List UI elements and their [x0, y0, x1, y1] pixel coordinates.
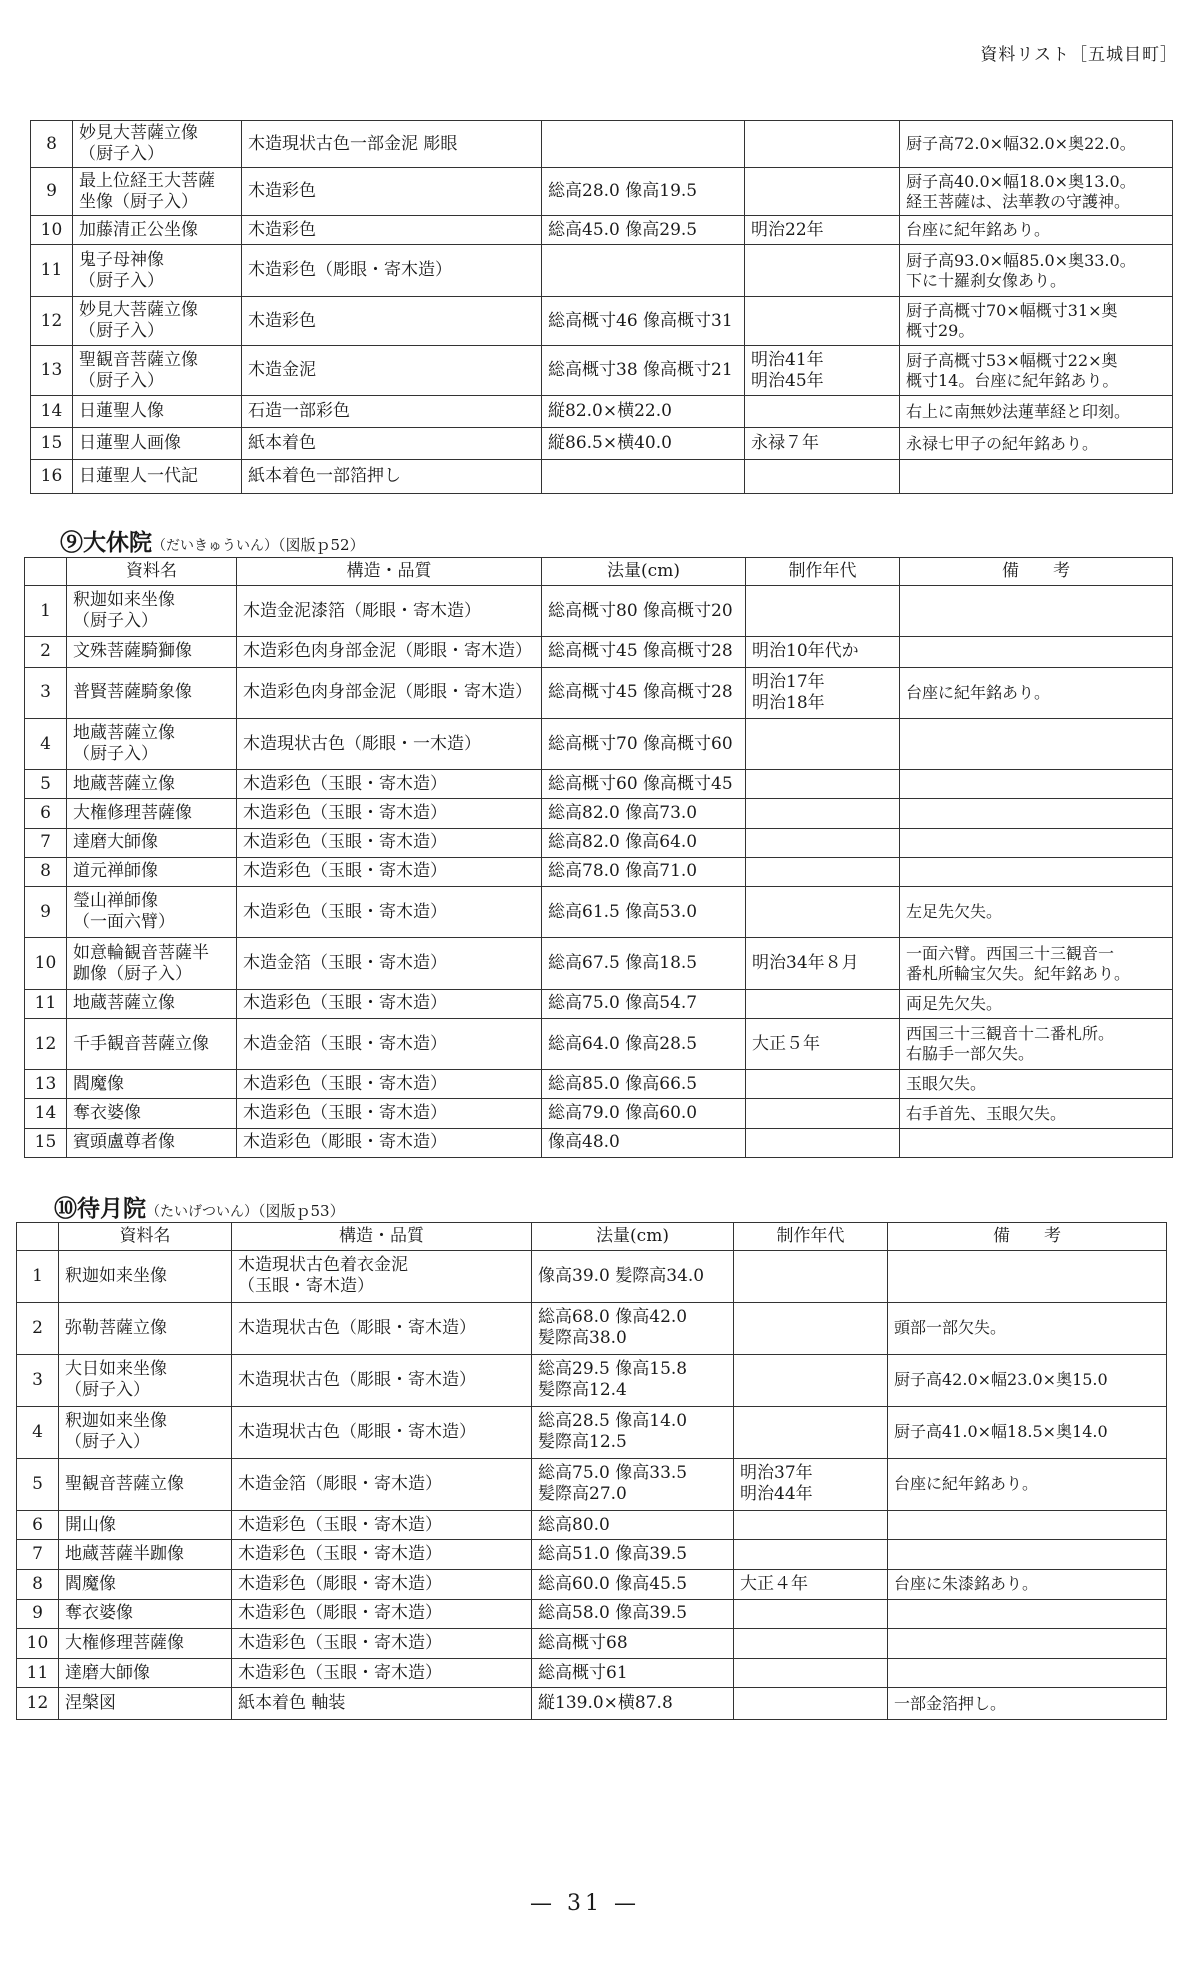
col-header-material: 構造・品質	[232, 1223, 532, 1251]
table-header-row	[17, 1223, 1167, 1251]
item-size: 総高概寸80 像高概寸20	[542, 586, 746, 637]
item-name: 如意輪観音菩薩半 跏像（厨子入）	[67, 938, 237, 989]
item-name: 聖観音菩薩立像	[59, 1458, 232, 1510]
table-row	[17, 1406, 1167, 1458]
item-note	[900, 828, 1173, 857]
item-material: 木造彩色（彫眼・寄木造）	[242, 245, 542, 297]
item-material: 木造彩色	[242, 216, 542, 245]
item-note: 厨子高42.0×幅23.0×奥15.0	[888, 1354, 1167, 1406]
item-number: 4	[17, 1406, 59, 1458]
item-material: 紙本着色 軸装	[232, 1688, 532, 1720]
item-number: 1	[17, 1251, 59, 1303]
item-number: 12	[25, 1018, 67, 1069]
item-number: 11	[17, 1658, 59, 1688]
section-name: ⑩待月院	[54, 1195, 146, 1222]
item-note: 頭部一部欠失。	[888, 1302, 1167, 1354]
item-number: 2	[17, 1302, 59, 1354]
item-note: 一部金箔押し。	[888, 1688, 1167, 1720]
table-row	[25, 586, 1173, 637]
item-note: 一面六臂。西国三十三観音一 番札所輪宝欠失。紀年銘あり。	[900, 938, 1173, 989]
item-number: 5	[17, 1458, 59, 1510]
table-row	[25, 828, 1173, 857]
item-note: 両足先欠失。	[900, 989, 1173, 1018]
item-note: 厨子高概寸70×幅概寸31×奥 概寸29。	[900, 297, 1173, 346]
item-size: 総高75.0 像高33.5 髪際高27.0	[532, 1458, 734, 1510]
item-material: 木造彩色（彫眼・寄木造）	[232, 1599, 532, 1629]
item-date	[746, 1128, 900, 1157]
item-material: 木造彩色（玉眼・寄木造）	[237, 857, 542, 886]
item-number: 15	[31, 428, 73, 460]
item-note	[900, 586, 1173, 637]
item-number: 8	[31, 121, 73, 168]
item-material: 木造金箔（玉眼・寄木造）	[237, 938, 542, 989]
item-size: 総高82.0 像高73.0	[542, 799, 746, 828]
item-note: 玉眼欠失。	[900, 1070, 1173, 1099]
table-row	[17, 1570, 1167, 1600]
item-material: 木造彩色（彫眼・寄木造）	[237, 1128, 542, 1157]
item-note: 左足先欠失。	[900, 887, 1173, 938]
item-material: 木造現状古色（彫眼・寄木造）	[232, 1406, 532, 1458]
item-material: 木造現状古色着衣金泥 （玉眼・寄木造）	[232, 1251, 532, 1303]
item-name: 弥勒菩薩立像	[59, 1302, 232, 1354]
page-number: — 31 —	[530, 1891, 640, 1916]
item-size: 総高75.0 像高54.7	[542, 989, 746, 1018]
col-header-size: 法量(cm)	[542, 558, 746, 586]
item-material: 木造彩色（玉眼・寄木造）	[237, 1070, 542, 1099]
item-size	[542, 121, 745, 168]
item-date	[734, 1354, 888, 1406]
item-name: 最上位経王大菩薩 坐像（厨子入）	[73, 168, 242, 216]
item-size: 縦86.5×横40.0	[542, 428, 745, 460]
item-size: 総高概寸38 像高概寸21	[542, 346, 745, 396]
item-material: 木造彩色肉身部金泥（彫眼・寄木造）	[237, 637, 542, 667]
item-date	[734, 1302, 888, 1354]
item-note: 厨子高40.0×幅18.0×奥13.0。 経王菩薩は、法華教の守護神。	[900, 168, 1173, 216]
item-date	[734, 1658, 888, 1688]
col-header-number	[17, 1223, 59, 1251]
item-number: 11	[25, 989, 67, 1018]
table-row	[31, 245, 1173, 297]
item-name: 地蔵菩薩立像 （厨子入）	[67, 718, 237, 769]
item-date	[734, 1540, 888, 1570]
table-row	[31, 297, 1173, 346]
table-row	[17, 1540, 1167, 1570]
item-note: 永禄七甲子の紀年銘あり。	[900, 428, 1173, 460]
item-name: 地蔵菩薩半跏像	[59, 1540, 232, 1570]
item-number: 12	[17, 1688, 59, 1720]
item-number: 9	[31, 168, 73, 216]
table-row	[31, 168, 1173, 216]
item-size: 総高67.5 像高18.5	[542, 938, 746, 989]
col-header-name: 資料名	[67, 558, 237, 586]
item-size: 総高概寸61	[532, 1658, 734, 1688]
col-header-date: 制作年代	[746, 558, 900, 586]
item-number: 7	[25, 828, 67, 857]
table-row	[31, 216, 1173, 245]
item-size: 総高79.0 像高60.0	[542, 1099, 746, 1128]
item-date	[746, 1099, 900, 1128]
table-row	[31, 428, 1173, 460]
table-row	[17, 1629, 1167, 1659]
artifact-table-body	[25, 586, 1173, 1158]
item-note	[888, 1251, 1167, 1303]
item-size: 総高45.0 像高29.5	[542, 216, 745, 245]
item-name: 千手観音菩薩立像	[67, 1018, 237, 1069]
item-date: 大正５年	[746, 1018, 900, 1069]
item-date	[745, 297, 900, 346]
item-number: 13	[25, 1070, 67, 1099]
item-note	[900, 1128, 1173, 1157]
artifact-table-taigetsuin	[16, 1222, 1167, 1720]
table-header-row	[25, 558, 1173, 586]
section-title-daikyuin	[60, 524, 365, 557]
item-size: 総高68.0 像高42.0 髪際高38.0	[532, 1302, 734, 1354]
item-name: 文殊菩薩騎獅像	[67, 637, 237, 667]
item-name: 開山像	[59, 1510, 232, 1540]
item-material: 木造金泥漆箔（彫眼・寄木造）	[237, 586, 542, 637]
table-row	[25, 799, 1173, 828]
table-row	[17, 1302, 1167, 1354]
item-number: 3	[17, 1354, 59, 1406]
item-number: 9	[25, 887, 67, 938]
item-size	[542, 460, 745, 494]
item-name: 達磨大師像	[67, 828, 237, 857]
item-note: 台座に紀年銘あり。	[900, 216, 1173, 245]
item-note	[888, 1629, 1167, 1659]
item-date	[746, 1070, 900, 1099]
item-note: 厨子高93.0×幅85.0×奥33.0。 下に十羅刹女像あり。	[900, 245, 1173, 297]
item-material: 木造彩色	[242, 297, 542, 346]
item-name: 閻魔像	[67, 1070, 237, 1099]
item-material: 木造彩色（玉眼・寄木造）	[232, 1629, 532, 1659]
item-note: 右上に南無妙法蓮華経と印刻。	[900, 396, 1173, 428]
item-size: 総高61.5 像高53.0	[542, 887, 746, 938]
item-date: 明治34年８月	[746, 938, 900, 989]
col-header-date: 制作年代	[734, 1223, 888, 1251]
item-date	[745, 121, 900, 168]
item-number: 3	[25, 667, 67, 718]
item-date	[746, 989, 900, 1018]
table-row	[25, 989, 1173, 1018]
item-material: 木造金泥	[242, 346, 542, 396]
artifact-table-body	[17, 1251, 1167, 1720]
item-note: 厨子高41.0×幅18.5×奥14.0	[888, 1406, 1167, 1458]
table-row	[25, 887, 1173, 938]
item-name: 釈迦如来坐像 （厨子入）	[67, 586, 237, 637]
item-number: 10	[17, 1629, 59, 1659]
item-size: 総高29.5 像高15.8 髪際高12.4	[532, 1354, 734, 1406]
item-date: 明治17年 明治18年	[746, 667, 900, 718]
item-name: 奪衣婆像	[67, 1099, 237, 1128]
item-note	[900, 799, 1173, 828]
item-note	[888, 1540, 1167, 1570]
item-note: 台座に紀年銘あり。	[888, 1458, 1167, 1510]
item-note: 厨子高概寸53×幅概寸22×奥 概寸14。台座に紀年銘あり。	[900, 346, 1173, 396]
item-date	[745, 245, 900, 297]
item-date	[746, 887, 900, 938]
artifact-table-continued	[30, 120, 1173, 494]
item-note	[900, 460, 1173, 494]
item-number: 10	[31, 216, 73, 245]
item-number: 1	[25, 586, 67, 637]
item-name: 日蓮聖人一代記	[73, 460, 242, 494]
item-date: 明治22年	[745, 216, 900, 245]
artifact-table-body	[31, 121, 1173, 494]
item-size: 総高概寸45 像高概寸28	[542, 667, 746, 718]
item-date	[734, 1406, 888, 1458]
item-number: 14	[25, 1099, 67, 1128]
item-note	[900, 637, 1173, 667]
section-reading: （たいげついん）	[146, 1204, 258, 1220]
item-material: 木造彩色（玉眼・寄木造）	[232, 1510, 532, 1540]
item-date	[746, 770, 900, 799]
item-date	[746, 799, 900, 828]
item-name: 瑩山禅師像 （一面六臂）	[67, 887, 237, 938]
item-size: 総高概寸70 像高概寸60	[542, 718, 746, 769]
table-row	[25, 770, 1173, 799]
item-size: 総高58.0 像高39.5	[532, 1599, 734, 1629]
item-date	[746, 586, 900, 637]
item-name: 日蓮聖人画像	[73, 428, 242, 460]
item-size: 総高概寸60 像高概寸45	[542, 770, 746, 799]
item-size: 総高64.0 像高28.5	[542, 1018, 746, 1069]
item-date: 永禄７年	[745, 428, 900, 460]
table-row	[25, 1099, 1173, 1128]
item-material: 木造彩色	[242, 168, 542, 216]
table-row	[25, 1128, 1173, 1157]
item-material: 木造彩色（玉眼・寄木造）	[237, 887, 542, 938]
item-name: 大権修理菩薩像	[59, 1629, 232, 1659]
item-name: 加藤清正公坐像	[73, 216, 242, 245]
item-date	[734, 1599, 888, 1629]
item-note	[888, 1658, 1167, 1688]
item-size: 縦139.0×横87.8	[532, 1688, 734, 1720]
item-number: 14	[31, 396, 73, 428]
item-date	[746, 828, 900, 857]
item-size: 総高60.0 像高45.5	[532, 1570, 734, 1600]
col-header-note: 備 考	[888, 1223, 1167, 1251]
item-name: 涅槃図	[59, 1688, 232, 1720]
item-note: 厨子高72.0×幅32.0×奥22.0。	[900, 121, 1173, 168]
item-number: 13	[31, 346, 73, 396]
item-note	[900, 718, 1173, 769]
item-material: 木造彩色（玉眼・寄木造）	[232, 1540, 532, 1570]
item-date	[734, 1688, 888, 1720]
item-name: 妙見大菩薩立像 （厨子入）	[73, 121, 242, 168]
item-material: 木造彩色（玉眼・寄木造）	[237, 770, 542, 799]
item-date	[734, 1251, 888, 1303]
section-plate-ref: （図版ｐ52）	[278, 536, 365, 554]
item-note	[888, 1510, 1167, 1540]
section-reading: （だいきゅういん）	[152, 538, 278, 554]
item-note: 台座に紀年銘あり。	[900, 667, 1173, 718]
table-row	[31, 460, 1173, 494]
running-header: 資料リスト［五城目町］	[980, 45, 1178, 65]
item-note: 西国三十三観音十二番札所。 右脇手一部欠失。	[900, 1018, 1173, 1069]
artifact-table-daikyuin	[24, 557, 1173, 1158]
col-header-number	[25, 558, 67, 586]
table-row	[17, 1458, 1167, 1510]
col-header-material: 構造・品質	[237, 558, 542, 586]
item-number: 6	[17, 1510, 59, 1540]
item-date: 明治10年代か	[746, 637, 900, 667]
item-size: 総高概寸46 像高概寸31	[542, 297, 745, 346]
item-date: 明治41年 明治45年	[745, 346, 900, 396]
item-name: 達磨大師像	[59, 1658, 232, 1688]
item-number: 5	[25, 770, 67, 799]
item-date: 大正４年	[734, 1570, 888, 1600]
item-number: 10	[25, 938, 67, 989]
item-name: 賓頭盧尊者像	[67, 1128, 237, 1157]
item-name: 地蔵菩薩立像	[67, 989, 237, 1018]
item-name: 普賢菩薩騎象像	[67, 667, 237, 718]
item-date	[745, 396, 900, 428]
item-note	[888, 1599, 1167, 1629]
item-material: 木造彩色（玉眼・寄木造）	[237, 799, 542, 828]
item-material: 木造彩色肉身部金泥（彫眼・寄木造）	[237, 667, 542, 718]
item-size	[542, 245, 745, 297]
item-material: 木造彩色（玉眼・寄木造）	[232, 1658, 532, 1688]
item-name: 釈迦如来坐像	[59, 1251, 232, 1303]
item-date: 明治37年 明治44年	[734, 1458, 888, 1510]
section-title-taigetsuin	[54, 1190, 345, 1223]
table-row	[17, 1251, 1167, 1303]
item-note: 台座に朱漆銘あり。	[888, 1570, 1167, 1600]
table-row	[25, 667, 1173, 718]
item-number: 6	[25, 799, 67, 828]
item-size: 像高39.0 髪際高34.0	[532, 1251, 734, 1303]
col-header-size: 法量(cm)	[532, 1223, 734, 1251]
table-row	[25, 637, 1173, 667]
item-material: 木造現状古色（彫眼・寄木造）	[232, 1354, 532, 1406]
item-size: 総高85.0 像高66.5	[542, 1070, 746, 1099]
table-row	[17, 1599, 1167, 1629]
item-number: 16	[31, 460, 73, 494]
item-name: 聖観音菩薩立像 （厨子入）	[73, 346, 242, 396]
item-name: 妙見大菩薩立像 （厨子入）	[73, 297, 242, 346]
item-note: 右手首先、玉眼欠失。	[900, 1099, 1173, 1128]
item-material: 木造金箔（玉眼・寄木造）	[237, 1018, 542, 1069]
item-note	[900, 857, 1173, 886]
table-row	[17, 1688, 1167, 1720]
item-name: 釈迦如来坐像 （厨子入）	[59, 1406, 232, 1458]
item-note	[900, 770, 1173, 799]
table-row	[31, 121, 1173, 168]
item-material: 木造現状古色（彫眼・一木造）	[237, 718, 542, 769]
table-row	[25, 1070, 1173, 1099]
item-size: 縦82.0×横22.0	[542, 396, 745, 428]
item-size: 総高78.0 像高71.0	[542, 857, 746, 886]
item-material: 木造彩色（玉眼・寄木造）	[237, 828, 542, 857]
item-date	[734, 1510, 888, 1540]
item-number: 4	[25, 718, 67, 769]
item-number: 2	[25, 637, 67, 667]
item-size: 総高28.5 像高14.0 髪際高12.5	[532, 1406, 734, 1458]
item-name: 地蔵菩薩立像	[67, 770, 237, 799]
item-date	[746, 857, 900, 886]
table-row	[25, 857, 1173, 886]
item-material: 木造彩色（彫眼・寄木造）	[232, 1570, 532, 1600]
item-name: 日蓮聖人像	[73, 396, 242, 428]
section-plate-ref: （図版ｐ53）	[258, 1202, 345, 1220]
item-size: 総高概寸45 像高概寸28	[542, 637, 746, 667]
item-name: 鬼子母神像 （厨子入）	[73, 245, 242, 297]
item-size: 像高48.0	[542, 1128, 746, 1157]
table-row	[25, 938, 1173, 989]
item-date	[745, 460, 900, 494]
item-material: 紙本着色	[242, 428, 542, 460]
item-size: 総高51.0 像高39.5	[532, 1540, 734, 1570]
item-name: 大権修理菩薩像	[67, 799, 237, 828]
table-row	[25, 1018, 1173, 1069]
table-row	[31, 396, 1173, 428]
item-name: 奪衣婆像	[59, 1599, 232, 1629]
section-name: ⑨大休院	[60, 529, 152, 556]
item-number: 8	[25, 857, 67, 886]
item-date	[745, 168, 900, 216]
col-header-name: 資料名	[59, 1223, 232, 1251]
item-number: 8	[17, 1570, 59, 1600]
table-row	[31, 346, 1173, 396]
col-header-note: 備 考	[900, 558, 1173, 586]
table-row	[17, 1510, 1167, 1540]
item-material: 木造金箔（彫眼・寄木造）	[232, 1458, 532, 1510]
item-number: 15	[25, 1128, 67, 1157]
item-material: 木造現状古色一部金泥 彫眼	[242, 121, 542, 168]
item-date	[734, 1629, 888, 1659]
item-name: 大日如来坐像 （厨子入）	[59, 1354, 232, 1406]
item-size: 総高82.0 像高64.0	[542, 828, 746, 857]
table-row	[17, 1658, 1167, 1688]
item-material: 木造現状古色（彫眼・寄木造）	[232, 1302, 532, 1354]
item-number: 9	[17, 1599, 59, 1629]
item-size: 総高28.0 像高19.5	[542, 168, 745, 216]
item-size: 総高80.0	[532, 1510, 734, 1540]
item-material: 石造一部彩色	[242, 396, 542, 428]
item-material: 木造彩色（玉眼・寄木造）	[237, 1099, 542, 1128]
item-date	[746, 718, 900, 769]
item-material: 紙本着色一部箔押し	[242, 460, 542, 494]
item-name: 閻魔像	[59, 1570, 232, 1600]
item-number: 7	[17, 1540, 59, 1570]
table-row	[17, 1354, 1167, 1406]
item-material: 木造彩色（玉眼・寄木造）	[237, 989, 542, 1018]
item-number: 11	[31, 245, 73, 297]
item-number: 12	[31, 297, 73, 346]
table-row	[25, 718, 1173, 769]
item-size: 総高概寸68	[532, 1629, 734, 1659]
item-name: 道元禅師像	[67, 857, 237, 886]
